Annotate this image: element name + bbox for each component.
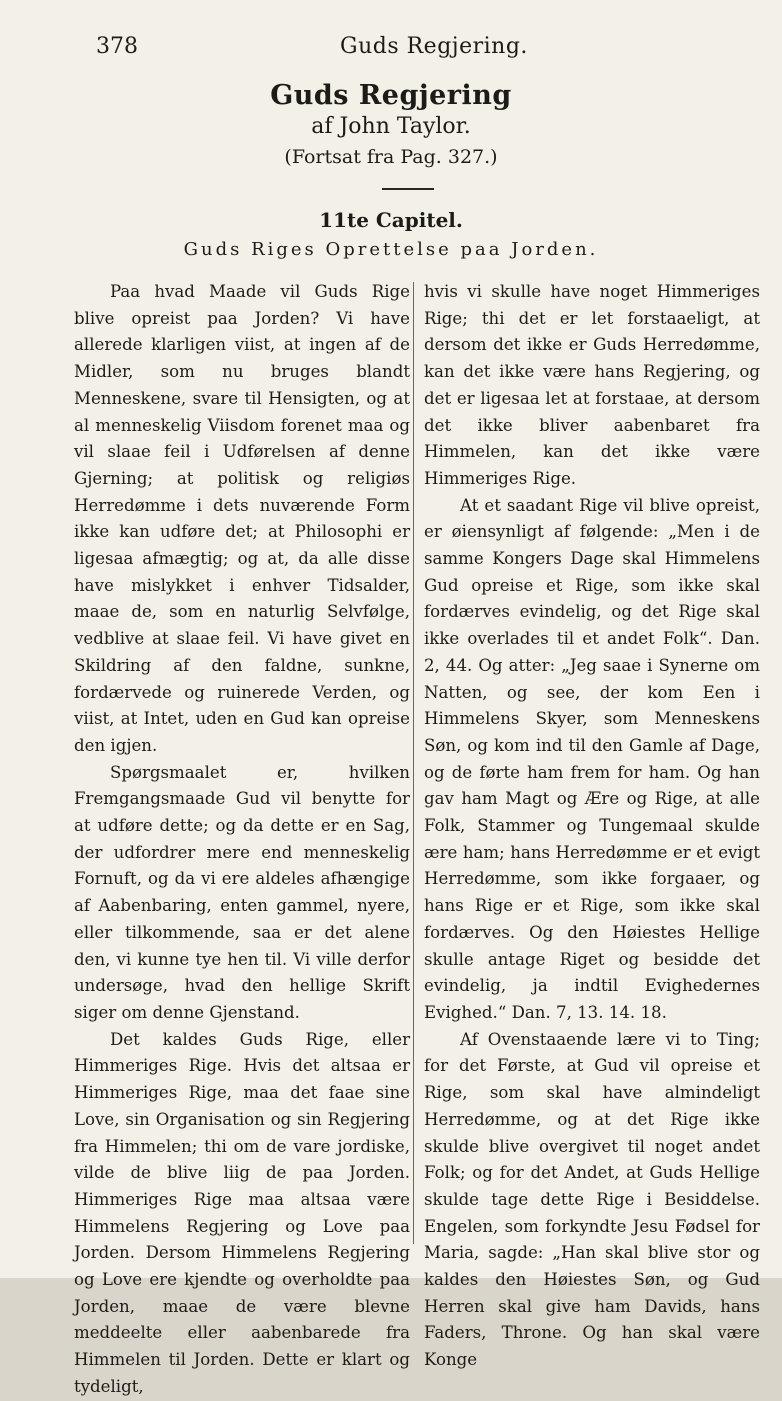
left-column [74, 279, 410, 1401]
paragraph: hvis vi skulle have noget Himmeriges Rige; thi det er let forstaaeligt, at dersom det ikke er Guds Herredømme, kan det ikke være hans Regjering, og det er ligesaa let at forstaae, at dersom det ikke bliver aabenbaret fra Himmelen, kan det ikke være Himmeriges Rige. [424, 282, 760, 488]
paragraph: At et saadant Rige vil blive opreist, er øiensynligt af følgende: „Men i de samme Kongers Dage skal Himmelens Gud opreise et Rige, som ikke skal fordærves evindelig, og det Rige skal ikke overlades til et andet Folk“. Dan. 2, 44. Og atter: „Jeg saae i Synerne om Natten, og see, der kom Een i Himmelens Skyer, som Menneskens Søn, og kom ind til den Gamle af Dage, og de førte ham frem for ham. Og han gav ham Magt og Ære og Rige, at alle Folk, Stammer og Tungemaal skulde ære ham; hans Herredømme er et evigt Herredømme, som ikke forgaaer, og hans Rige er et Rige, som ikke skal fordærves. Og den Høiestes Hellige skulle antage Riget og besidde det evindelig, ja indtil Evighedernes Evighed.“ Dan. 7, 13. 14. 18. [424, 495, 760, 1022]
paragraph: Spørgsmaalet er, hvilken Fremgangsmaade Gud vil benytte for at udføre dette; og da dette er en Sag, der udfordrer mere end menneskelig Fornuft, og da vi ere aldeles afhængige af Aabenbaring, enten gammel, nyere, eller tilkommende, saa er det alene den, vi kunne tye hen til. Vi ville derfor undersøge, hvad den hellige Skrift siger om denne Gjenstand. [74, 762, 410, 1022]
continued-note: (Fortsat fra Pag. 327.) [284, 146, 498, 168]
article-author: af John Taylor. [311, 114, 471, 139]
column-divider [413, 282, 414, 1244]
running-header [96, 34, 664, 64]
paragraph: Det kaldes Guds Rige, eller Himmeriges Rige. Hvis det altsaa er Himmeriges Rige, maa det faae sine Love, sin Organisation og sin Regjering fra Himmelen; thi om de vare jordiske, vilde de blive liig de paa Jorden. Himmeriges Rige maa altsaa være Himmelens Regjering og Love paa Jorden. Dersom Himmelens Regjering og Love ere kjendte og overholdte paa Jorden, maae de være blevne meddeelte eller aabenbarede fra Himmelen til Jorden. Dette er klart og tydeligt, [74, 1029, 410, 1396]
running-title: Guds Regjering. [340, 34, 528, 59]
chapter-subtitle: Guds Riges Oprettelse paa Jorden. [183, 239, 599, 260]
article-title: Guds Regjering [270, 80, 512, 111]
right-column [424, 279, 760, 1374]
chapter-heading: 11te Capitel. [319, 208, 463, 232]
paragraph: Af Ovenstaaende lære vi to Ting; for det Første, at Gud vil opreise et Rige, som skal have almindeligt Herredømme, og at det Rige ikke skulde blive overgivet til noget andet Folk; og for det Andet, at Guds Hellige skulde tage dette Rige i Besiddelse. Engelen, som forkyndte Jesu Fødsel for Maria, sagde: „Han skal blive stor og kaldes den Høiestes Søn, og Gud Herren skal give ham Davids, hans Faders, Throne. Og han skal være Konge [424, 1029, 760, 1370]
page-number: 378 [96, 34, 138, 59]
paragraph: Paa hvad Maade vil Guds Rige blive opreist paa Jorden? Vi have allerede klarligen viist, at ingen af de Midler, som nu bruges blandt Menneskene, svare til Hensigten, og at al menneskelig Viisdom forenet maa og vil slaae feil i Udførelsen af denne Gjerning; at politisk og religiøs Herredømme i dets nuværende Form ikke kan udføre det; at Philosophi er ligesaa afmægtig; og at, da alle disse have mislykket i enhver Tidsalder, maae de, som en naturlig Selvfølge, vedblive at slaae feil. Vi have givet en Skildring af den faldne, sunkne, fordærvede og ruinerede Verden, og viist, at Intet, uden en Gud kan opreise den igjen. [74, 282, 410, 755]
title-rule [382, 188, 434, 190]
